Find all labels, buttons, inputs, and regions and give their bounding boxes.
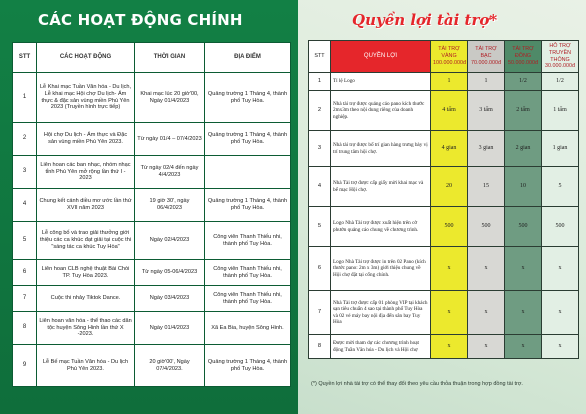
row-gold: x — [431, 335, 468, 359]
table-row — [13, 312, 291, 345]
row-media: 500 — [542, 207, 579, 247]
row-gold: 4 gian — [431, 131, 468, 167]
row-media: 1/2 — [542, 73, 579, 91]
row-silver: x — [468, 335, 505, 359]
row-time: Từ ngày 01/4 – 07/4/2023 — [135, 123, 205, 156]
row-media: 1 gian — [542, 131, 579, 167]
row-bronze: 2 tấm — [505, 91, 542, 131]
row-place: Quảng trường 1 Tháng 4, thành phố Tuy Hòa. — [205, 123, 291, 156]
row-stt: 2 — [13, 123, 37, 156]
row-activity: Lễ Khai mạc Tuần Văn hóa - Du lịch, Lễ khai mạc Hội chợ Du lịch- Ẩm thực & đặc sản vùng miền Phú Yên 2023 (Truyền hình trực tiếp) — [37, 73, 135, 123]
row-activity: Cuộc thi nhảy Tiktok Dance. — [37, 286, 135, 312]
table-row — [309, 91, 579, 131]
row-gold: 4 tấm — [431, 91, 468, 131]
row-bronze: 10 — [505, 167, 542, 207]
row-stt: 8 — [13, 312, 37, 345]
row-place: Công viên Thanh Thiếu nhi, thành phố Tuy Hòa. — [205, 222, 291, 260]
table-row — [13, 260, 291, 286]
row-media: 5 — [542, 167, 579, 207]
table-row — [13, 222, 291, 260]
row-benefit: Nhà tài trợ được bố trí gian hàng trưng bày vị trí trung tâm hội chợ. — [331, 131, 431, 167]
row-stt: 5 — [309, 207, 331, 247]
row-activity: Hội chợ Du lịch - Ẩm thực và Đặc sản vùng miền Phú Yên 2023. — [37, 123, 135, 156]
row-silver: 15 — [468, 167, 505, 207]
row-bronze: x — [505, 247, 542, 291]
row-gold: 20 — [431, 167, 468, 207]
row-bronze: 1/2 — [505, 73, 542, 91]
row-stt: 9 — [13, 345, 37, 387]
footnote: (*) Quyền lợi nhà tài trợ có thể thay đổi theo yêu cầu thỏa thuận trong hợp đồng tài trợ. — [311, 381, 523, 387]
row-silver: 1 — [468, 73, 505, 91]
row-place: Quảng trường 1 Tháng 4, thành phố Tuy Hòa. — [205, 73, 291, 123]
row-time: Từ ngày 05-06/4/2023 — [135, 260, 205, 286]
row-time: Khai mạc lúc 20 giờ'00, Ngày 01/4/2023 — [135, 73, 205, 123]
row-benefit: Logo Nhà Tài trợ được in trên 02 Pano (kích thước pano: 2m x 3m) giới thiệu chung về Hội chợ đặt tại cổng chính. — [331, 247, 431, 291]
row-media: x — [542, 247, 579, 291]
table-row — [309, 291, 579, 335]
table-row — [13, 189, 291, 222]
row-silver: 500 — [468, 207, 505, 247]
table-row — [309, 167, 579, 207]
row-gold: 500 — [431, 207, 468, 247]
row-stt: 2 — [309, 91, 331, 131]
row-stt: 5 — [13, 222, 37, 260]
row-bronze: 500 — [505, 207, 542, 247]
table-row — [13, 73, 291, 123]
table-row — [13, 156, 291, 189]
table-row — [13, 286, 291, 312]
row-stt: 1 — [13, 73, 37, 123]
row-place: Xã Ea Bia, huyện Sông Hinh. — [205, 312, 291, 345]
header-media-tier: HỖ TRỢ TRUYỀN THÔNG 30.000.000đ — [542, 41, 579, 73]
row-time: Ngày 02/4/2023 — [135, 222, 205, 260]
header-place: ĐỊA ĐIỂM — [205, 43, 291, 73]
row-stt: 6 — [309, 247, 331, 291]
row-stt: 7 — [309, 291, 331, 335]
row-activity: Liên hoan các ban nhạc, nhóm nhạc tỉnh Phú Yên mở rộng lần thứ I - 2023 — [37, 156, 135, 189]
row-gold: x — [431, 291, 468, 335]
row-stt: 4 — [309, 167, 331, 207]
activities-table — [12, 42, 291, 387]
row-time: 19 giờ 30', ngày 06/4/2023 — [135, 189, 205, 222]
header-stt: STT — [13, 43, 37, 73]
table-row — [13, 123, 291, 156]
row-silver: 3 tấm — [468, 91, 505, 131]
header-benefit: QUYỀN LỢI — [331, 41, 431, 73]
row-activity: Lễ Bế mạc Tuần Văn hóa - Du lịch Phú Yên 2023. — [37, 345, 135, 387]
row-bronze: x — [505, 291, 542, 335]
table-row — [13, 345, 291, 387]
header-time: THỜI GIAN — [135, 43, 205, 73]
row-media: 1 tấm — [542, 91, 579, 131]
row-stt: 8 — [309, 335, 331, 359]
row-media: x — [542, 291, 579, 335]
row-benefit: Nhà tài trợ được quảng cáo pano kích thước 2mx3m theo nội dung riêng của doanh nghiệp. — [331, 91, 431, 131]
row-stt: 1 — [309, 73, 331, 91]
row-place — [205, 156, 291, 189]
header-gold-tier: TÀI TRỢ VÀNG 100.000.000đ — [431, 41, 468, 73]
row-benefit: Tỉ lệ Logo — [331, 73, 431, 91]
row-place: Công viên Thanh Thiếu nhi, thành phố Tuy Hòa. — [205, 260, 291, 286]
table-row — [309, 335, 579, 359]
row-activity: Liên hoan văn hóa - thể thao các dân tộc huyện Sông Hinh lần thứ X -2023. — [37, 312, 135, 345]
row-benefit: Được mời tham dự các chương trình hoạt động Tuần Văn hóa - Du lịch và Hội chợ — [331, 335, 431, 359]
header-stt: STT — [309, 41, 331, 73]
row-time: 20 giờ'00', Ngày 07/4/2023. — [135, 345, 205, 387]
row-stt: 4 — [13, 189, 37, 222]
row-bronze: 2 gian — [505, 131, 542, 167]
header-activity: CÁC HOẠT ĐỘNG — [37, 43, 135, 73]
table-row — [309, 247, 579, 291]
row-time: Ngày 01/4/2023 — [135, 312, 205, 345]
row-stt: 7 — [13, 286, 37, 312]
row-stt: 3 — [13, 156, 37, 189]
row-time: Từ ngày 02/4 đến ngày 4/4/2023 — [135, 156, 205, 189]
header-silver-tier: TÀI TRỢ BẠC 70.000.000đ — [468, 41, 505, 73]
row-place: Quảng trường 1 Tháng 4, thành phố Tuy Hòa. — [205, 345, 291, 387]
row-gold: 1 — [431, 73, 468, 91]
sponsorship-title: Quyền lợi tài trợ* — [352, 11, 498, 29]
row-benefit: Logo Nhà Tài trợ được xuất hiện trên cờ phướn quảng cáo chung về chương trình. — [331, 207, 431, 247]
row-activity: Chung kết cánh diều mơ ước lần thứ XVII năm 2023 — [37, 189, 135, 222]
row-silver: 3 gian — [468, 131, 505, 167]
row-stt: 6 — [13, 260, 37, 286]
table-header-row — [13, 43, 291, 73]
row-silver: x — [468, 291, 505, 335]
row-bronze: x — [505, 335, 542, 359]
sponsorship-table — [308, 40, 579, 359]
header-bronze-tier: TÀI TRỢ ĐỒNG 50.000.000đ — [505, 41, 542, 73]
row-stt: 3 — [309, 131, 331, 167]
row-activity: Lễ công bố và trao giải thưởng giới thiệu các ca khúc đạt giải tại cuộc thi "sáng tác ca khúc Tuy Hòa" — [37, 222, 135, 260]
row-place: Quảng trường 1 Tháng 4, thành phố Tuy Hòa. — [205, 189, 291, 222]
row-place: Công viên Thanh Thiếu nhi, thành phố Tuy Hòa. — [205, 286, 291, 312]
table-row — [309, 73, 579, 91]
row-silver: x — [468, 247, 505, 291]
row-benefit: Nhà Tài trợ được cấp giấy mời khai mạc và bế mạc Hội chợ. — [331, 167, 431, 207]
row-activity: Liên hoan CLB nghệ thuật Bài Chòi TP. Tuy Hòa 2023. — [37, 260, 135, 286]
row-benefit: Nhà Tài trợ được cấp 01 phòng VIP tại khách sạn tiêu chuẩn 4 sao tại thành phố Tuy Hòa và 02 vé máy bay nội địa đến sân bay Tuy Hòa — [331, 291, 431, 335]
table-header-row — [309, 41, 579, 73]
row-time: Ngày 03/4/2023 — [135, 286, 205, 312]
activities-title: CÁC HOẠT ĐỘNG CHÍNH — [38, 11, 243, 29]
row-gold: x — [431, 247, 468, 291]
table-row — [309, 207, 579, 247]
table-row — [309, 131, 579, 167]
row-media: x — [542, 335, 579, 359]
